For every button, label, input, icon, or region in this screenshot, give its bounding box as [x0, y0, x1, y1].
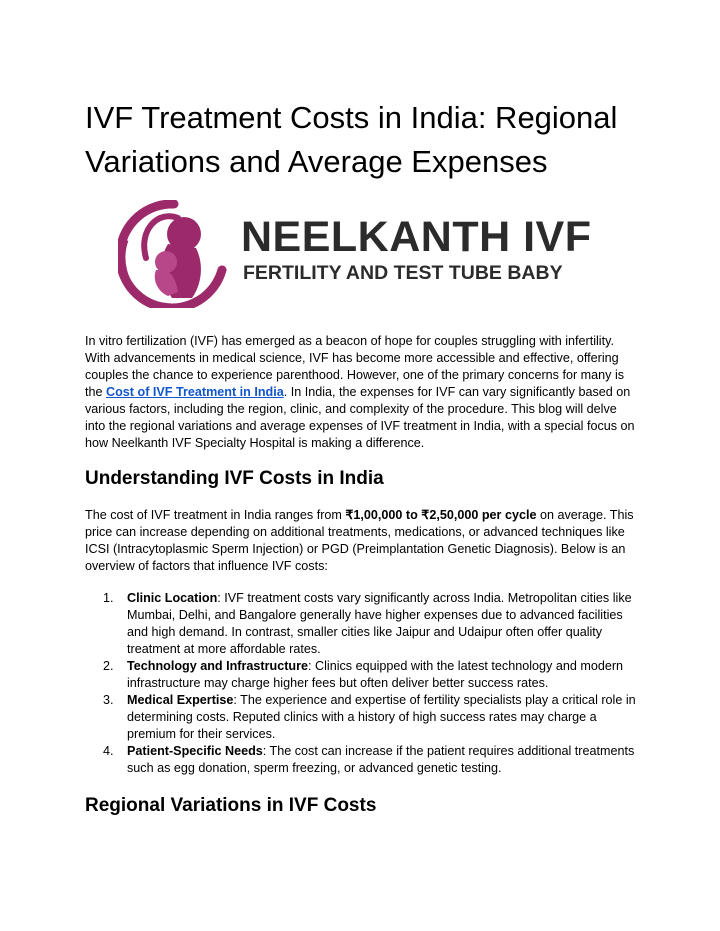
factor-text: : IVF treatment costs vary significantly across India. Metropolitan cities like Mumbai, Delhi, and Bangalore generally have higher expenses due to advanced facilities and high demand. In contrast, smaller cities like Jaipur and Udaipur often offer quality treatment at more affordable rates. — [127, 591, 632, 656]
page-title: IVF Treatment Costs in India: Regional Variations and Average Expenses — [85, 100, 618, 179]
factor-text: : The cost can increase if the patient requires additional treatments such as egg donation, sperm freezing, or advanced genetic testing. — [127, 744, 635, 775]
list-number: 4. — [103, 744, 114, 758]
list-number: 1. — [103, 591, 114, 605]
cost-range-paragraph — [85, 507, 640, 575]
list-item — [85, 743, 640, 777]
neelkanth-ivf-logo — [118, 200, 603, 310]
mother-and-child-icon — [118, 200, 230, 308]
factor-title: Medical Expertise — [127, 693, 234, 707]
brand-tagline: FERTILITY AND TEST TUBE BABY — [243, 262, 563, 284]
cost-range-value: ₹1,00,000 to ₹2,50,000 per cycle — [345, 508, 537, 522]
factor-title: Patient-Specific Needs — [127, 744, 263, 758]
intro-text-start: In vitro fertilization (IVF) has emerged as a beacon of hope for couples struggling with infertility. With advancements in medical science, IVF has become more accessible and effective, offering couples the chance to experience parenthood. However, one of the primary concerns for many is the — [85, 334, 625, 399]
factor-title: Clinic Location — [127, 591, 218, 605]
intro-paragraph — [85, 333, 640, 452]
list-number: 3. — [103, 693, 114, 707]
section-heading-regional-variations: Regional Variations in IVF Costs — [85, 795, 377, 816]
cost-text-end: on average. This price can increase depending on additional treatments, medications, or advanced techniques like ICSI (Intracytoplasmic Sperm Injection) or PGD (Preimplantation Genetic Diagnosis). Below is an overview of factors that influence IVF costs: — [85, 508, 634, 573]
list-item — [85, 658, 640, 692]
cost-text-start: The cost of IVF treatment in India ranges from — [85, 508, 346, 522]
factor-title: Technology and Infrastructure — [127, 659, 308, 673]
factor-text: : Clinics equipped with the latest technology and modern infrastructure may charge higher fees but often deliver better success rates. — [127, 659, 624, 690]
factor-text: : The experience and expertise of fertility specialists play a critical role in determining costs. Reputed clinics with a history of high success rates may charge a premium for their services. — [127, 693, 636, 741]
cost-of-ivf-link[interactable]: Cost of IVF Treatment in India — [106, 385, 284, 399]
section-heading-understanding-costs: Understanding IVF Costs in India — [85, 468, 384, 489]
list-item — [85, 590, 640, 658]
cost-factors-list — [85, 590, 640, 777]
brand-name: NEELKANTH IVF — [241, 213, 592, 261]
list-item — [85, 692, 640, 743]
list-number: 2. — [103, 659, 114, 673]
intro-text-end: . In India, the expenses for IVF can vary significantly based on various factors, including the region, clinic, and complexity of the procedure. This blog will delve into the regional variations and average expenses of IVF treatment in India, with a special focus on how Neelkanth IVF Specialty Hospital is making a difference. — [85, 385, 635, 450]
